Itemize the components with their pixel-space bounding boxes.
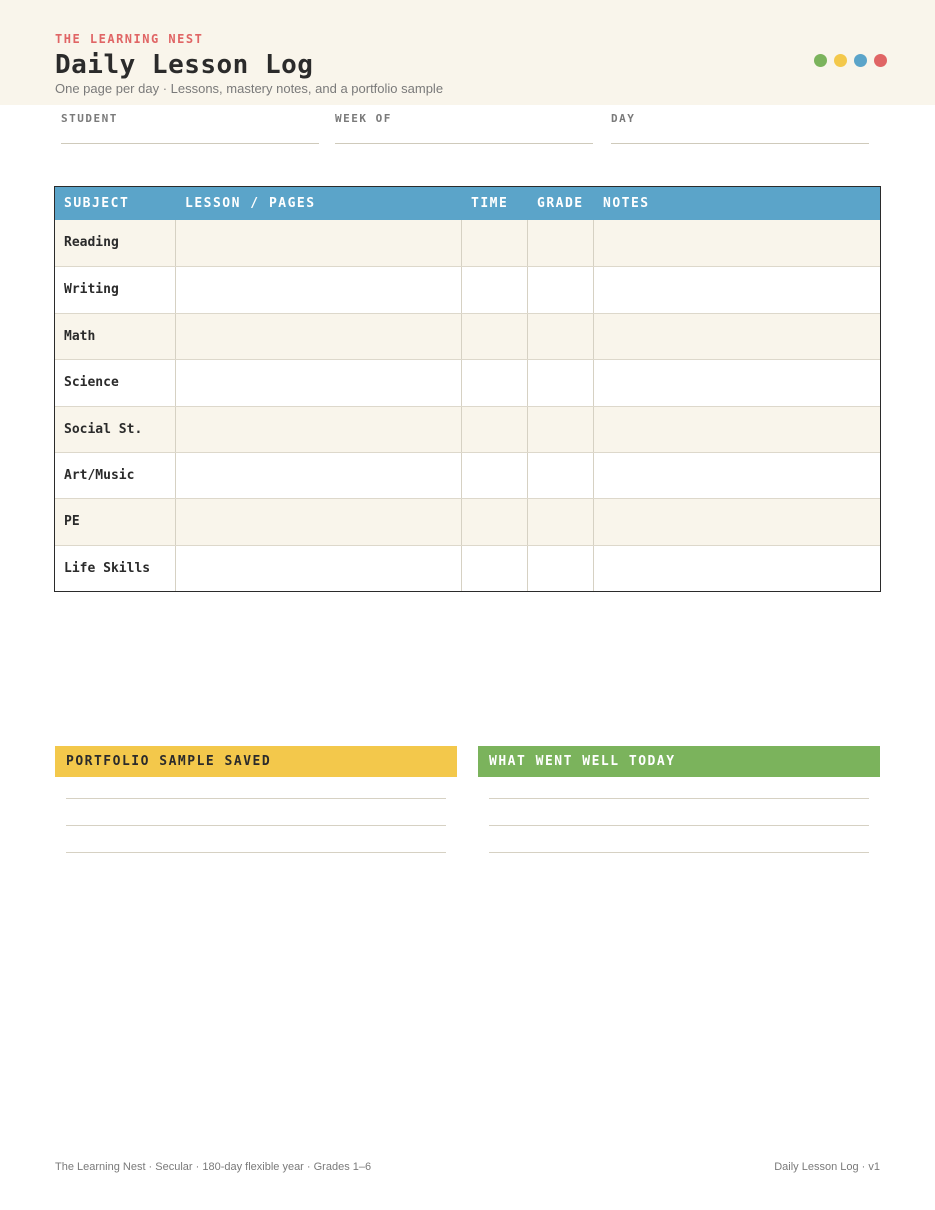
blue-dot-icon	[854, 54, 867, 67]
notes-cell[interactable]	[594, 499, 880, 544]
page-subtitle: One page per day · Lessons, mastery notes, and a portfolio sample	[55, 81, 444, 96]
lesson-pages-cell[interactable]	[176, 314, 462, 359]
table-row	[55, 498, 880, 544]
column-header-grade: GRADE	[537, 196, 584, 211]
write-line[interactable]	[489, 798, 869, 799]
notes-cell[interactable]	[594, 220, 880, 266]
week-of-field[interactable]	[335, 112, 593, 144]
grade-cell[interactable]	[528, 499, 594, 544]
lesson-table	[54, 186, 881, 592]
went-well-title: WHAT WENT WELL TODAY	[478, 746, 880, 777]
time-cell[interactable]	[462, 314, 528, 359]
table-row	[55, 545, 880, 591]
notes-cell[interactable]	[594, 360, 880, 405]
time-cell[interactable]	[462, 407, 528, 452]
table-row	[55, 452, 880, 498]
write-line[interactable]	[489, 825, 869, 826]
subject-cell: Art/Music	[55, 453, 176, 498]
table-header-row	[55, 187, 880, 220]
subject-cell: Math	[55, 314, 176, 359]
subject-cell: Social St.	[55, 407, 176, 452]
notes-cell[interactable]	[594, 546, 880, 591]
subject-cell: PE	[55, 499, 176, 544]
subject-cell: Writing	[55, 267, 176, 312]
lesson-pages-cell[interactable]	[176, 360, 462, 405]
notes-cell[interactable]	[594, 267, 880, 312]
column-header-time: TIME	[471, 196, 509, 211]
grade-cell[interactable]	[528, 546, 594, 591]
student-line	[61, 143, 319, 144]
notes-cell[interactable]	[594, 314, 880, 359]
lesson-pages-cell[interactable]	[176, 407, 462, 452]
student-label: STUDENT	[61, 112, 118, 125]
grade-cell[interactable]	[528, 453, 594, 498]
went-well-box	[478, 746, 880, 853]
column-header-notes: NOTES	[603, 196, 650, 211]
lesson-pages-cell[interactable]	[176, 546, 462, 591]
column-header-lesson-pages: LESSON / PAGES	[185, 196, 316, 211]
portfolio-sample-box	[55, 746, 457, 853]
lesson-pages-cell[interactable]	[176, 499, 462, 544]
write-line[interactable]	[66, 825, 446, 826]
table-row	[55, 359, 880, 405]
grade-cell[interactable]	[528, 407, 594, 452]
subject-cell: Reading	[55, 220, 176, 266]
day-label: DAY	[611, 112, 636, 125]
grade-cell[interactable]	[528, 314, 594, 359]
yellow-dot-icon	[834, 54, 847, 67]
header-band	[0, 0, 935, 105]
footer-right: Daily Lesson Log · v1	[774, 1161, 880, 1173]
lesson-pages-cell[interactable]	[176, 453, 462, 498]
write-line[interactable]	[489, 852, 869, 853]
student-field[interactable]	[61, 112, 319, 144]
time-cell[interactable]	[462, 220, 528, 266]
day-field[interactable]	[611, 112, 869, 144]
table-row	[55, 313, 880, 359]
day-line	[611, 143, 869, 144]
lesson-pages-cell[interactable]	[176, 220, 462, 266]
time-cell[interactable]	[462, 499, 528, 544]
color-dots	[814, 54, 887, 67]
brand-name: THE LEARNING NEST	[55, 32, 204, 46]
subject-cell: Science	[55, 360, 176, 405]
week-of-line	[335, 143, 593, 144]
grade-cell[interactable]	[528, 267, 594, 312]
time-cell[interactable]	[462, 546, 528, 591]
subject-cell: Life Skills	[55, 546, 176, 591]
notes-cell[interactable]	[594, 453, 880, 498]
time-cell[interactable]	[462, 360, 528, 405]
table-body	[55, 220, 880, 591]
portfolio-sample-title: PORTFOLIO SAMPLE SAVED	[55, 746, 457, 777]
week-of-label: WEEK OF	[335, 112, 392, 125]
grade-cell[interactable]	[528, 360, 594, 405]
write-line[interactable]	[66, 852, 446, 853]
time-cell[interactable]	[462, 453, 528, 498]
notes-cell[interactable]	[594, 407, 880, 452]
page-title: Daily Lesson Log	[55, 50, 314, 80]
footer-left: The Learning Nest · Secular · 180-day flexible year · Grades 1–6	[55, 1161, 372, 1173]
lesson-pages-cell[interactable]	[176, 267, 462, 312]
grade-cell[interactable]	[528, 220, 594, 266]
table-row	[55, 406, 880, 452]
write-line[interactable]	[66, 798, 446, 799]
table-row	[55, 220, 880, 266]
red-dot-icon	[874, 54, 887, 67]
time-cell[interactable]	[462, 267, 528, 312]
column-header-subject: SUBJECT	[64, 196, 130, 211]
table-row	[55, 266, 880, 312]
green-dot-icon	[814, 54, 827, 67]
